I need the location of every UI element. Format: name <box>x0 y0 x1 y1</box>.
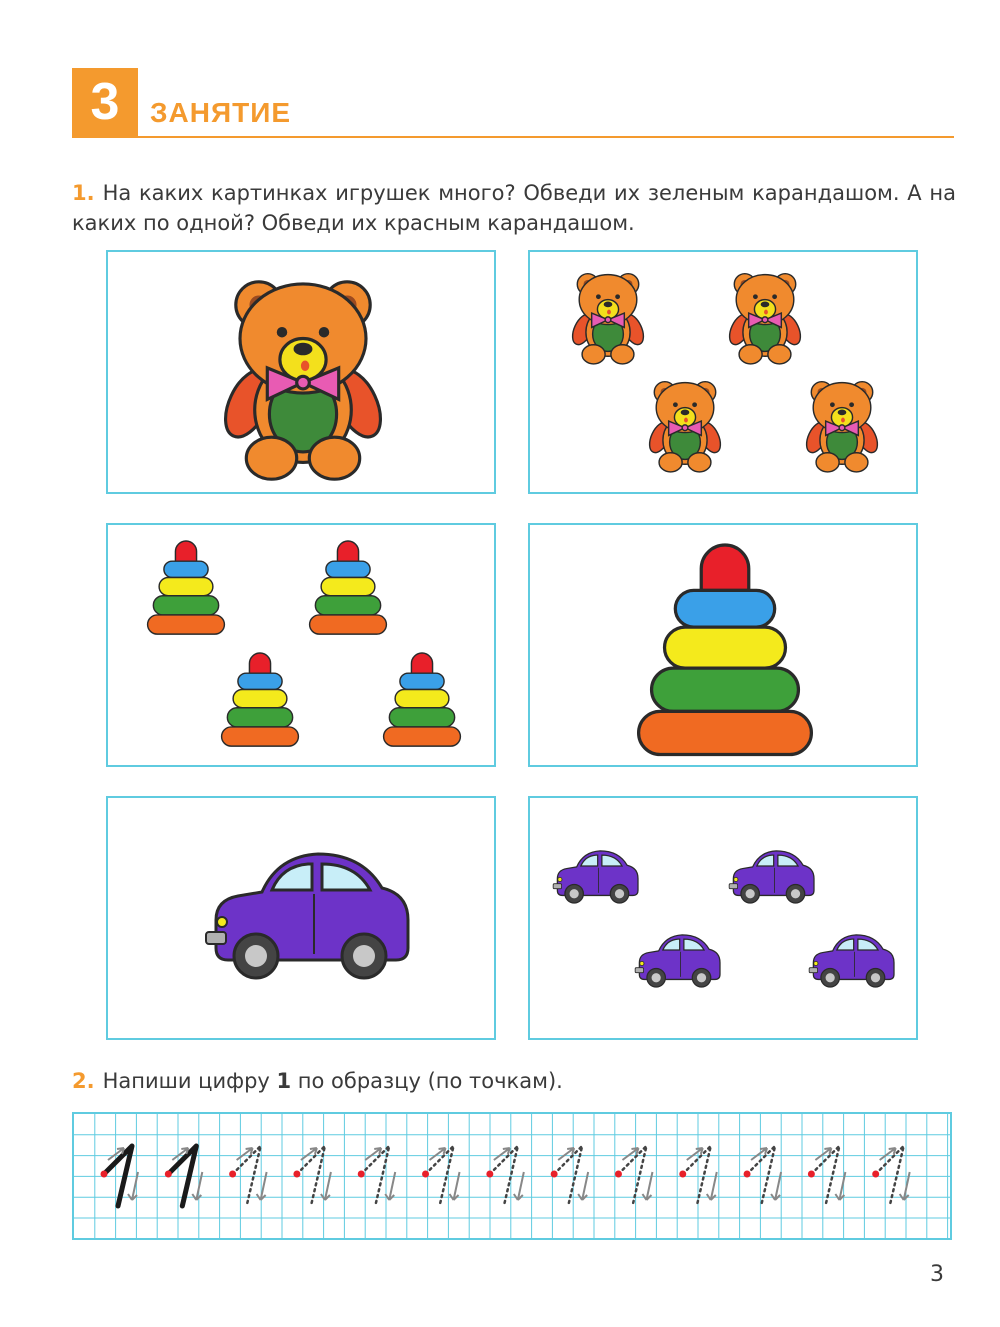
start-point-dot <box>679 1171 686 1178</box>
task-1-instruction <box>72 178 956 238</box>
car-icon <box>553 851 638 903</box>
header-divider <box>72 136 954 138</box>
lesson-number: 3 <box>90 73 120 131</box>
direction-arrow-icon <box>301 1148 317 1160</box>
direction-arrow-icon <box>880 1148 896 1160</box>
lesson-number-badge <box>72 68 138 138</box>
single-pyramid-image <box>530 525 920 769</box>
stacking-pyramid-icon <box>384 653 461 746</box>
direction-arrow-icon <box>558 1148 574 1160</box>
lesson-title: ЗАНЯТИЕ <box>150 97 292 128</box>
start-point-dot <box>872 1171 879 1178</box>
card-many-pyramids[interactable] <box>106 523 496 767</box>
start-point-dot <box>744 1171 751 1178</box>
direction-arrow-icon <box>687 1148 703 1160</box>
start-point-dot <box>358 1171 365 1178</box>
task-2-instruction <box>72 1066 956 1096</box>
task-2-digit: 1 <box>276 1069 292 1093</box>
single-car-image <box>108 798 498 1042</box>
card-many-cars[interactable] <box>528 796 918 1040</box>
direction-arrow-icon <box>494 1148 510 1160</box>
direction-arrow-icon <box>237 1148 253 1160</box>
card-single-pyramid[interactable] <box>528 523 918 767</box>
direction-arrow-icon <box>751 1148 767 1160</box>
many-pyramids-image <box>108 525 498 769</box>
teddy-bear-icon <box>802 382 881 472</box>
card-single-bear[interactable] <box>106 250 496 494</box>
card-single-car[interactable] <box>106 796 496 1040</box>
start-point-dot <box>229 1171 236 1178</box>
car-icon <box>729 851 814 903</box>
car-icon <box>809 935 894 987</box>
start-point-dot <box>101 1171 108 1178</box>
start-point-dot <box>808 1171 815 1178</box>
start-point-dot <box>165 1171 172 1178</box>
teddy-bear-icon <box>645 382 724 472</box>
teddy-bear-icon <box>568 274 647 364</box>
task-2-text-before: Напиши цифру <box>102 1069 277 1093</box>
direction-arrow-icon <box>815 1148 831 1160</box>
direction-arrow-icon <box>430 1148 446 1160</box>
direction-arrow-icon <box>365 1148 381 1160</box>
start-point-dot <box>422 1171 429 1178</box>
teddy-bear-icon <box>725 274 804 364</box>
car-icon <box>206 854 408 978</box>
start-point-dot <box>486 1171 493 1178</box>
stacking-pyramid-icon <box>148 541 225 634</box>
task-1-text: На каких картинках игрушек много? Обведи их зеленым карандашом. А на каких по одной? Обведи их красным карандашом. <box>72 181 956 235</box>
task-1-number: 1. <box>72 181 95 205</box>
start-point-dot <box>551 1171 558 1178</box>
many-cars-image <box>530 798 920 1042</box>
card-many-bears[interactable] <box>528 250 918 494</box>
car-icon <box>635 935 720 987</box>
tracing-grid-lines <box>74 1114 950 1238</box>
stacking-pyramid-icon <box>222 653 299 746</box>
single-bear-image <box>108 252 498 496</box>
many-bears-image <box>530 252 920 496</box>
start-point-dot <box>293 1171 300 1178</box>
start-point-dot <box>615 1171 622 1178</box>
task-2-number: 2. <box>72 1069 95 1093</box>
stacking-pyramid-icon <box>639 545 812 755</box>
task-2-text-after: по образцу (по точкам). <box>291 1069 563 1093</box>
page-number: 3 <box>930 1262 944 1287</box>
teddy-bear-icon <box>216 282 390 479</box>
stacking-pyramid-icon <box>310 541 387 634</box>
tracing-grid[interactable] <box>72 1112 952 1240</box>
